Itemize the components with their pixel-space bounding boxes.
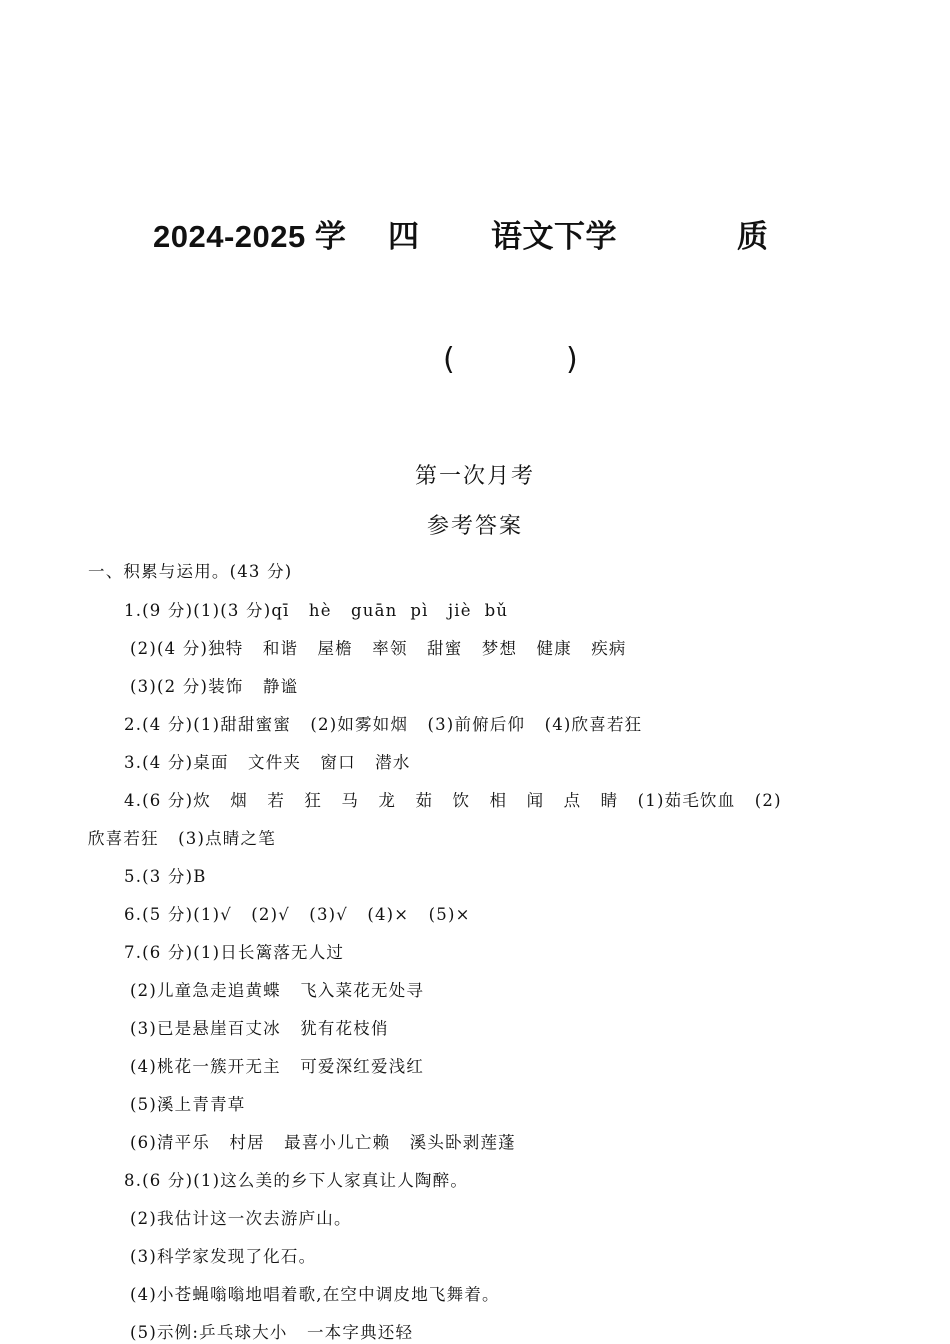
answer-line: (2)儿童急走追黄蝶 飞入菜花无处寻 [130,981,425,1000]
title-part-3: 质 [737,219,769,254]
answer-line: (5)溪上青青草 [130,1095,246,1114]
title-year: 2024-2025 学 [153,219,347,254]
close-paren: ) [566,342,578,377]
answer-line: 3.(4 分)桌面 文件夹 窗口 潜水 [124,753,411,772]
answer-line: (3)已是悬崖百丈冰 犹有花枝俏 [130,1019,389,1038]
open-paren: ( [443,342,455,377]
answer-line: (3)(2 分)装饰 静谧 [130,677,299,696]
answer-line: (3)科学家发现了化石。 [130,1247,317,1266]
answer-line: 欣喜若狂 (3)点睛之笔 [88,829,276,848]
title-bar [0,205,950,255]
answer-line: 1.(9 分)(1)(3 分)qī hè guān pì jiè bǔ [124,601,509,620]
answer-line: 4.(6 分)炊 烟 若 狂 马 龙 茹 饮 相 闻 点 睛 (1)茹毛饮血 (2) [124,791,782,810]
exam-name: 第一次月考 [414,464,535,489]
answer-line: (5)示例:乒乓球大小 一本字典还轻 [130,1323,414,1342]
answer-line: 5.(3 分)B [124,867,207,886]
answer-line: (2)(4 分)独特 和谐 屋檐 率领 甜蜜 梦想 健康 疾病 [130,639,627,658]
answer-line: (2)我估计这一次去游庐山。 [130,1209,352,1228]
answer-line: 2.(4 分)(1)甜甜蜜蜜 (2)如雾如烟 (3)前俯后仰 (4)欣喜若狂 [124,715,643,734]
title-part-1: 四 [388,219,420,254]
answer-line: 6.(5 分)(1)√ (2)√ (3)√ (4)× (5)× [124,905,471,924]
answer-key-heading: 参考答案 [426,514,523,539]
answer-line: 7.(6 分)(1)日长篱落无人过 [124,943,345,962]
title-part-2: 语文下学 [491,219,617,254]
answer-line: 8.(6 分)(1)这么美的乡下人家真让人陶醉。 [124,1171,469,1190]
answer-line: (6)清平乐 村居 最喜小儿亡赖 溪头卧剥莲蓬 [130,1133,516,1152]
answer-line: (4)桃花一簇开无主 可爱深红爱浅红 [130,1057,425,1076]
answer-line: (4)小苍蝇嗡嗡地唱着歌,在空中调皮地飞舞着。 [130,1285,500,1304]
section-heading: 一、积累与运用。(43 分) [88,562,293,581]
